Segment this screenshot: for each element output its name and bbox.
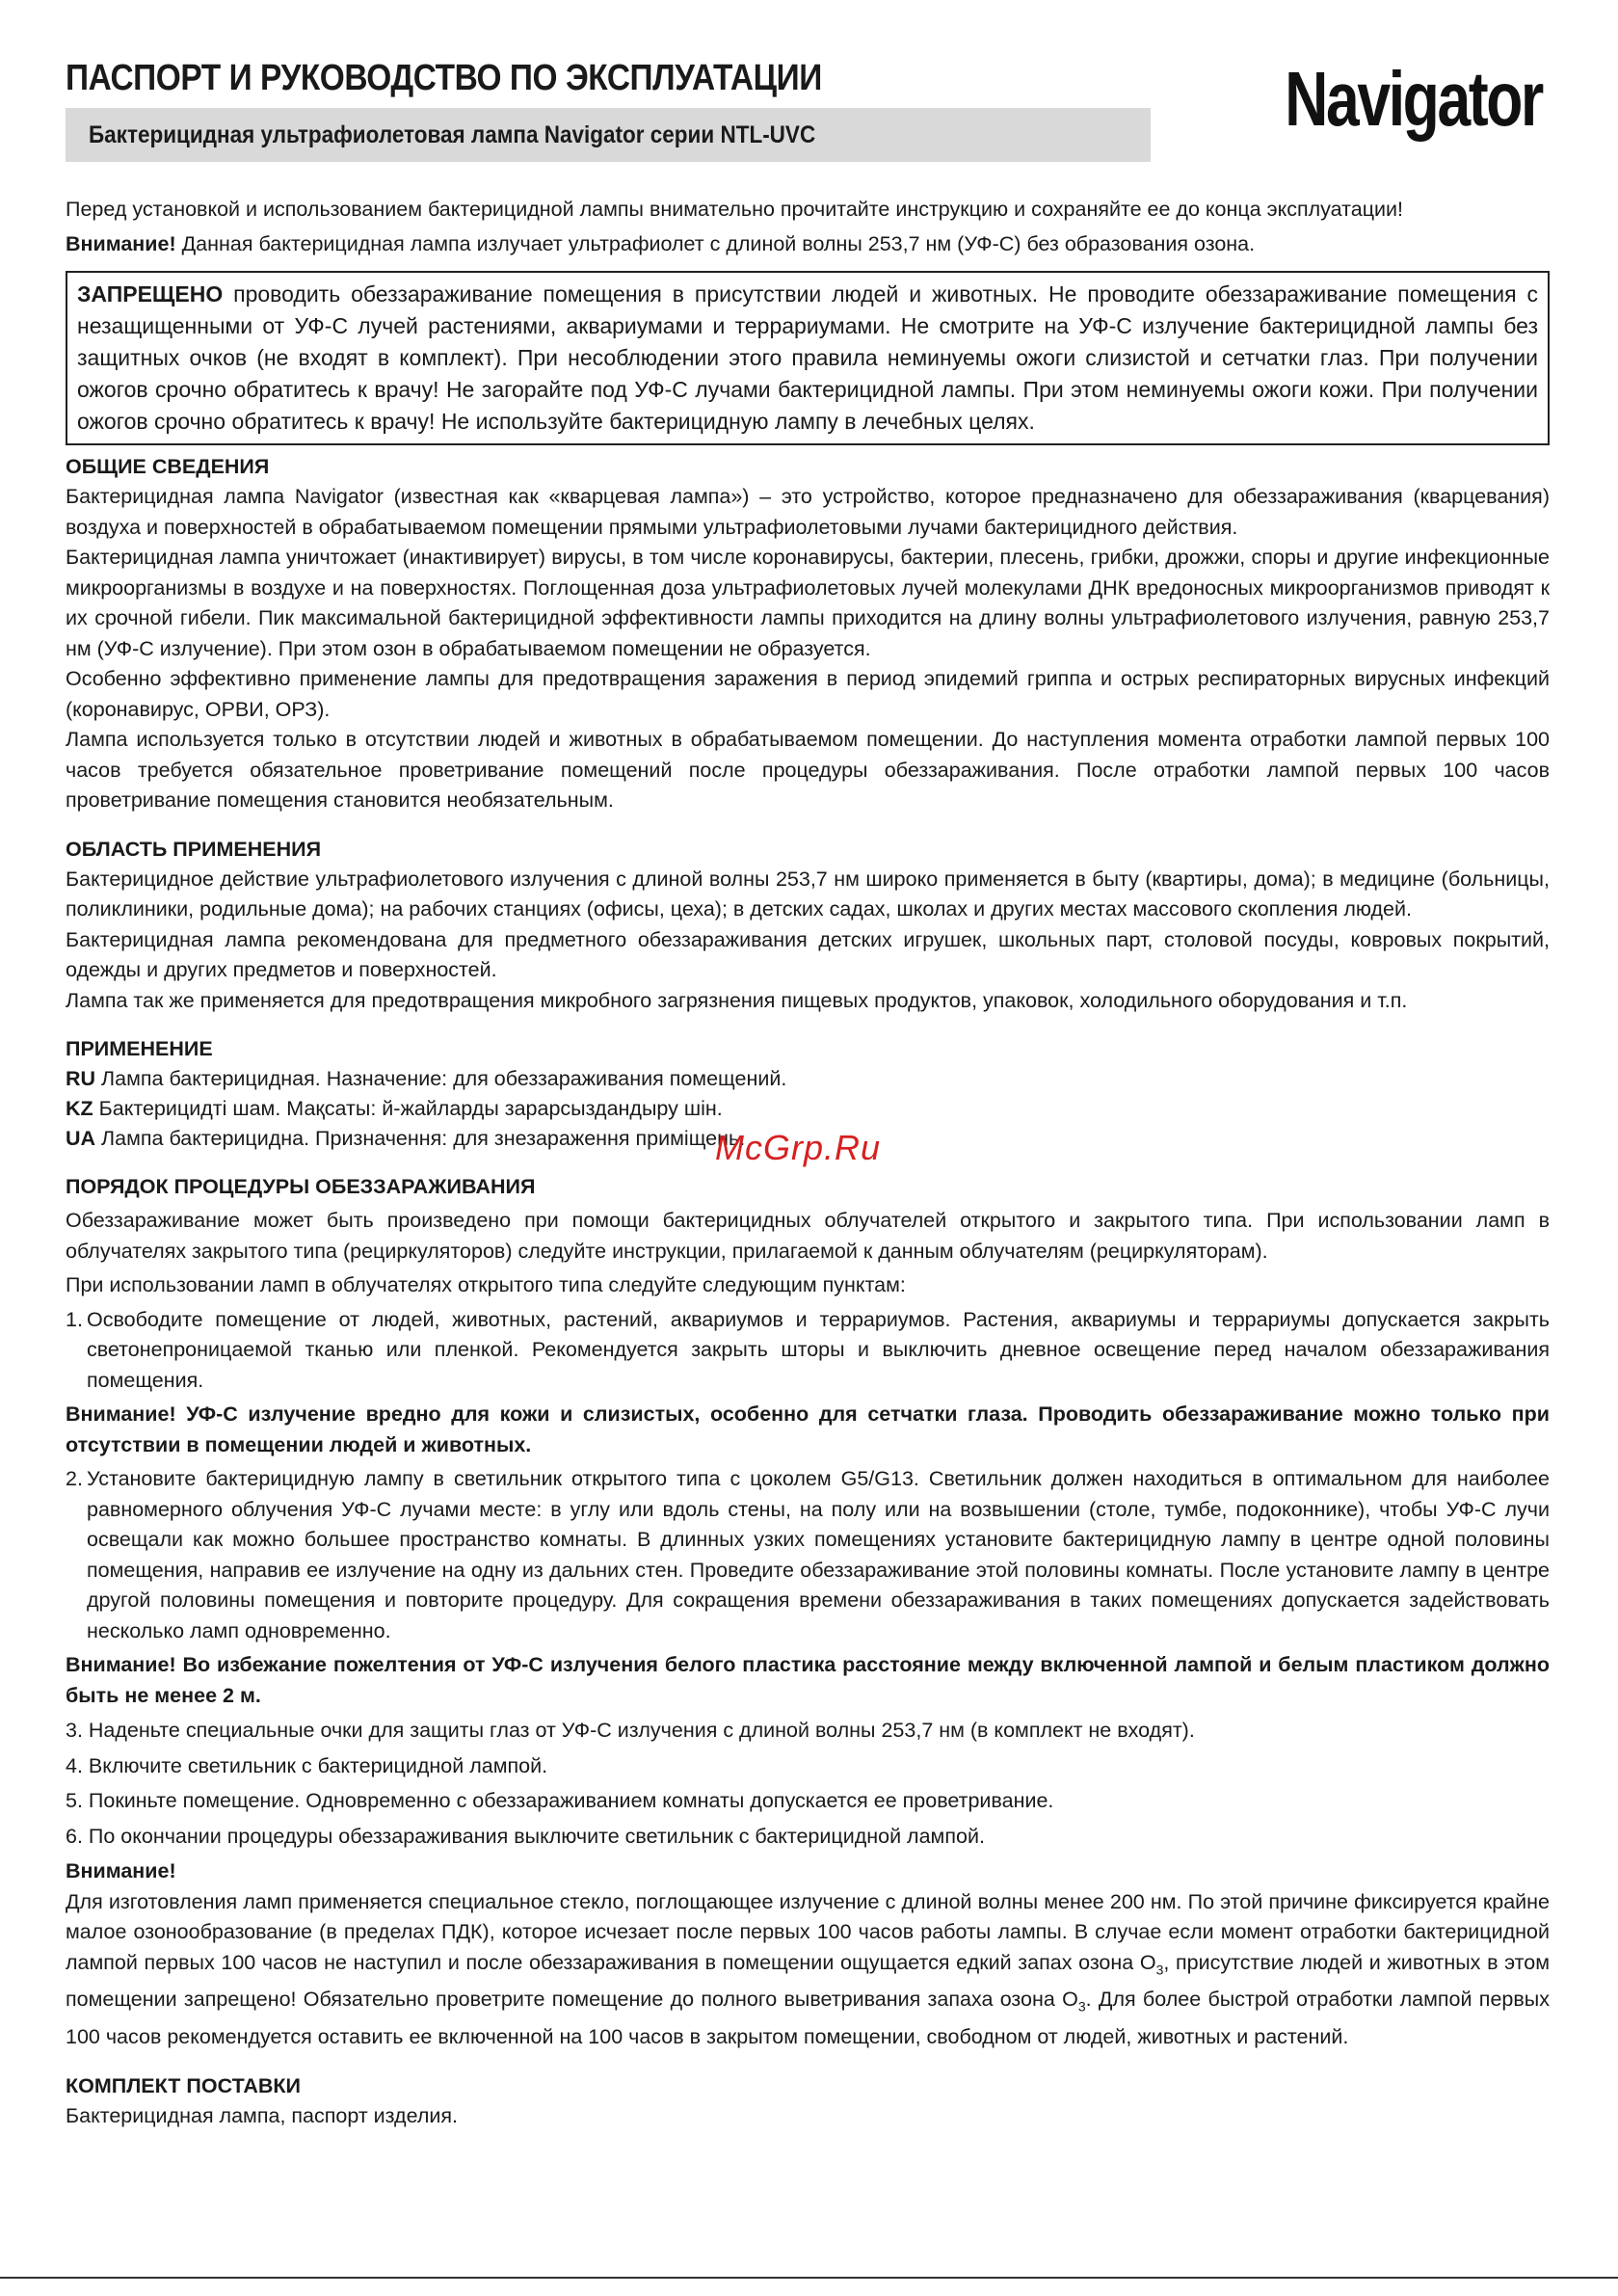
general-paragraph: Особенно эффективно применение лампы для предотвращения заражения в период эпидемий гриппа и острых респираторных вирусных инфекций (коронавирус, ОРВИ, ОРЗ). (66, 667, 1550, 721)
general-paragraph: Бактерицидная лампа Navigator (известная как «кварцевая лампа») – это устройство, которое предназначено для обеззараживания (кварцевания) воздуха и поверхностей в обрабатываемом помещении прямыми ультрафиолетовыми лучами бактерицидного действия. (66, 485, 1550, 539)
procedure-step: 5. Покиньте помещение. Одновременно с обеззараживанием комнаты допускается ее проветривание. (66, 1789, 1054, 1812)
attention-label: Внимание! (66, 231, 176, 255)
step-number: 2. (66, 1467, 83, 1490)
general-section (66, 451, 1550, 816)
subscript: 3 (1155, 1961, 1164, 1977)
bottom-divider (0, 2277, 1618, 2279)
subtitle-bar (66, 108, 1151, 162)
scope-paragraph: Лампа так же применяется для предотвращения микробного загрязнения пищевых продуктов, упаковок, холодильного оборудования и т.п. (66, 988, 1408, 1012)
procedure-step: 6. По окончании процедуры обеззараживания выключите светильник с бактерицидной лампой. (66, 1824, 985, 1848)
package-text: Бактерицидная лампа, паспорт изделия. (66, 2103, 458, 2127)
subscript: 3 (1077, 1998, 1086, 2015)
package-section (66, 2070, 1550, 2132)
lang-text: Лампа бактерицидная. Назначение: для обеззараживания помещений. (95, 1067, 787, 1090)
procedure-paragraph: Обеззараживание может быть произведено при помощи бактерицидных облучателей открытого и закрытого типа. При использовании ламп в облучателях закрытого типа (рециркуляторов) следуйте инструкции, прилагаемой к данным облучателям (рециркуляторам). (66, 1209, 1550, 1263)
intro-line: Перед установкой и использованием бактерицидной лампы внимательно прочитайте инструкцию и сохраняйте ее до конца эксплуатации! (66, 198, 1404, 221)
procedure-step (66, 1464, 1550, 1646)
lang-code: RU (66, 1067, 96, 1090)
procedure-step: 3. Наденьте специальные очки для защиты глаз от УФ-С излучения с длиной волны 253,7 нм (в комплект не входят). (66, 1719, 1195, 1742)
lang-code: UA (66, 1127, 96, 1150)
package-heading: КОМПЛЕКТ ПОСТАВКИ (66, 2073, 301, 2097)
general-paragraph: Лампа используется только в отсутствии людей и животных в обрабатываемом помещении. До наступления момента отработки лампой первых 100 часов требуется обязательное проветривание помещений после процедуры обеззараживания. После отработки лампой первых 100 часов проветривание помещения становится необязательным. (66, 728, 1550, 812)
lang-line-kz (66, 1094, 1550, 1124)
procedure-warning: Внимание! УФ-С излучение вредно для кожи и слизистых, особенно для сетчатки глаза. Проводить обеззараживание можно только при отсутствии в помещении людей и животных. (66, 1402, 1550, 1456)
general-paragraph: Бактерицидная лампа уничтожает (инактивирует) вирусы, в том числе коронавирусы, бактерии, плесень, грибки, дрожжи, споры и другие инфекционные микроорганизмы в воздухе и на поверхностях. Поглощенная доза ультрафиолетовых лучей молекулами ДНК вредоносных микроорганизмов приводят к их срочной гибели. Пик максимальной бактерицидной эффективности лампы приходится на длину волны ультрафиолетового излучения, равную 253,7 нм (УФ-С излучение). При этом озон в обрабатываемом помещении не образуется. (66, 546, 1550, 660)
step-text: Установите бактерицидную лампу в светильник открытого типа с цоколем G5/G13. Светильник должен находиться в оптимальном для наиболее равномерного облучения УФ-С лучами месте: в углу или вдоль стены, на полу или на возвышении (столе, тумбе, подоконнике), чтобы УФ-С лучи освещали как можно большее пространство комнаты. В длинных узких помещениях установите бактерицидную лампу в центре одной половины помещения, направив ее излучение на одну из дальних стен. Проведите обеззараживание этой половины комнаты. После установите лампу в центре другой половины помещения и повторите процедуру. Для сокращения времени обеззараживания в таких помещениях допускается задействовать несколько ламп одновременно. (87, 1467, 1550, 1642)
lang-text: Лампа бактерицидна. Призначення: для знезараження приміщень. (95, 1127, 746, 1150)
scope-paragraph: Бактерицидное действие ультрафиолетового излучения с длиной волны 253,7 нм широко применяется в быту (квартиры, дома); в медицине (больницы, поликлиники, родильные дома); на рабочих станциях (офисы, цеха); в детских садах, школах и других местах массового скопления людей. (66, 867, 1550, 921)
procedure-paragraph: При использовании ламп в облучателях открытого типа следуйте следующим пунктам: (66, 1273, 906, 1296)
general-heading: ОБЩИЕ СВЕДЕНИЯ (66, 455, 270, 478)
procedure-section (66, 1171, 1550, 2053)
scope-section (66, 834, 1550, 1017)
ozone-text-part: , присутствие людей и животных в этом помещении запрещено! Обязательно проветрите помещение до полного выветривания запаха озона O (66, 1950, 1550, 2012)
prohibited-warning-box (66, 271, 1550, 445)
procedure-heading: ПОРЯДОК ПРОЦЕДУРЫ ОБЕЗЗАРАЖИВАНИЯ (66, 1175, 536, 1198)
procedure-step: 4. Включите светильник с бактерицидной лампой. (66, 1753, 548, 1777)
lang-text: Бактерицидті шам. Мақсаты: й-жайларды зарарсыздандыру шін. (93, 1097, 723, 1120)
ozone-text-part: . Для более быстрой отработки лампой первых 100 часов рекомендуется оставить ее включенной на 100 часов в закрытом помещении, свободном от людей, животных и растений. (66, 1988, 1550, 2049)
scope-heading: ОБЛАСТЬ ПРИМЕНЕНИЯ (66, 837, 322, 861)
attention-text: Данная бактерицидная лампа излучает ультрафиолет с длиной волны 253,7 нм (УФ-С) без образования озона. (175, 231, 1256, 255)
page-title: ПАСПОРТ И РУКОВОДСТВО ПО ЭКСПЛУАТАЦИИ (66, 58, 822, 98)
step-number: 1. (66, 1307, 83, 1331)
subtitle: Бактерицидная ультрафиолетовая лампа Navigator серии NTL-UVC (89, 120, 816, 148)
prohibited-text: проводить обеззараживание помещения в присутствии людей и животных. Не проводите обеззараживание помещения с незащищенными от УФ-С лучей растениями, аквариумами и террариумами. Не смотрите на УФ-С излучение бактерицидной лампы без защитных очков (не входят в комплект). При несоблюдении этого правила неминуемы ожоги слизистой и сетчатки глаз. При получении ожогов срочно обратитесь к врачу! Не загорайте под УФ-С лучами бактерицидной лампы. При этом неминуемы ожоги кожи. При получении ожогов срочно обратитесь к врачу! Не используйте бактерицидную лампу в лечебных целях. (77, 281, 1538, 434)
navigator-logo: Navigator (1285, 56, 1542, 142)
ozone-text-part: Для изготовления ламп применяется специальное стекло, поглощающее излучение с длиной волны менее 200 нм. По этой причине фиксируется крайне малое озонообразование (в пределах ПДК), которое исчезает после первых 100 часов работы лампы. В случае если момент отработки бактерицидной лампой первых 100 часов не наступил и после обеззараживания в помещении ощущается едкий запах озона O (66, 1889, 1550, 1974)
intro-attention (66, 229, 1550, 260)
procedure-warning: Внимание! Во избежание пожелтения от УФ-С излучения белого пластика расстояние между включенной лампой и белым пластиком должно быть не менее 2 м. (66, 1653, 1550, 1707)
document-page (66, 56, 1550, 2131)
step-text: Освободите помещение от людей, животных, растений, аквариумов и террариумов. Растения, аквариумы и террариумы допускается закрыть светонепроницаемой тканью или пленкой. Рекомендуется закрыть шторы и выключить дневное освещение перед началом обеззараживания помещения. (87, 1307, 1550, 1392)
lang-line-ru (66, 1064, 1550, 1094)
procedure-step (66, 1305, 1550, 1397)
application-heading: ПРИМЕНЕНИЕ (66, 1037, 213, 1060)
scope-paragraph: Бактерицидная лампа рекомендована для предметного обеззараживания детских игрушек, школьных парт, столовой посуды, ковровых покрытий, одежды и других предметов и поверхностей. (66, 927, 1550, 981)
watermark: McGrp.Ru (715, 1128, 882, 1167)
ozone-paragraph (66, 1887, 1550, 2053)
intro (66, 195, 1550, 259)
lang-code: KZ (66, 1097, 93, 1120)
attention-heading: Внимание! (66, 1859, 176, 1882)
prohibited-label: ЗАПРЕЩЕНО (77, 281, 224, 307)
